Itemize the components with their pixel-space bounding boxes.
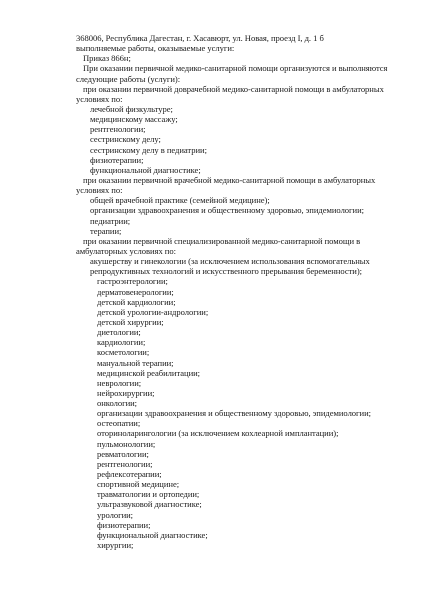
list-item: пульмонологии; <box>97 438 156 449</box>
list-item: рентгенологии; <box>97 458 153 469</box>
list-item: ревматологии; <box>97 448 149 459</box>
list-item: детской кардиологии; <box>97 296 176 307</box>
list-item: физиотерапии; <box>97 519 151 530</box>
list-item: детской хирургии; <box>97 316 164 327</box>
list-item: неврологии; <box>97 377 142 388</box>
list-item: лечебной физкультуре; <box>90 103 173 114</box>
list-item: ультразвуковой диагностике; <box>97 499 202 510</box>
list-item: сестринскому делу в педиатрии; <box>90 144 207 155</box>
section-physician: при оказании первичной врачебной медико-санитарной помощи в амбулаторных <box>83 174 376 185</box>
list-item: общей врачебной практике (семейной медицине); <box>90 195 270 206</box>
list-item: оториноларингологии (за исключением кохлеарной имплантации); <box>97 428 339 439</box>
list-item-cont: репродуктивных технологий и искусственного прерывания беременности); <box>90 266 362 277</box>
list-item: терапии; <box>90 225 122 236</box>
address-line: 368006, Республика Дагестан, г. Хасавюрт, ул. Новая, проезд I, д. 1 б <box>76 33 324 43</box>
list-item: функциональной диагностике; <box>97 529 208 540</box>
list-item: нейрохирургии; <box>97 387 155 398</box>
list-item: кардиологии; <box>97 337 146 348</box>
list-item: медицинскому массажу; <box>90 114 178 125</box>
section-specialized: при оказании первичной специализированной медико-санитарной помощи в <box>83 235 361 246</box>
list-item: хирургии; <box>97 540 134 551</box>
list-item: онкологии; <box>97 398 138 409</box>
list-item: урологии; <box>97 509 134 520</box>
list-item: рентгенологии; <box>90 124 146 135</box>
list-item: остеопатии; <box>97 418 141 429</box>
section-specialized-cont: амбулаторных условиях по: <box>76 245 176 256</box>
primary-care-intro-cont: следующие работы (услуги): <box>76 73 181 84</box>
order-reference: Приказ 866н; <box>83 53 131 64</box>
document-text <box>76 33 406 550</box>
list-item: функциональной диагностике; <box>90 164 201 175</box>
list-item: акушерству и гинекологии (за исключением использования вспомогательных <box>90 256 370 267</box>
section-physician-cont: условиях по: <box>76 185 123 196</box>
list-item: детской урологии-андрологии; <box>97 306 209 317</box>
list-item: организации здравоохранения и общественному здоровью, эпидемиологии; <box>97 408 371 419</box>
list-item: физиотерапии; <box>90 154 144 165</box>
list-item: организации здравоохранения и общественному здоровью, эпидемиологии; <box>90 205 364 216</box>
list-item: травматологии и ортопедии; <box>97 489 200 500</box>
primary-care-intro: При оказании первичной медико-санитарной помощи организуются и выполняются <box>83 63 388 74</box>
section-pre-medical-cont: условиях по: <box>76 93 123 104</box>
list-item: спортивной медицине; <box>97 479 180 490</box>
list-item: диетологии; <box>97 327 141 338</box>
list-item: косметологии; <box>97 347 150 358</box>
list-item: мануальной терапии; <box>97 357 174 368</box>
list-item: дерматовенерологии; <box>97 286 174 297</box>
list-item: медицинской реабилитации; <box>97 367 201 378</box>
list-item: рефлексотерапии; <box>97 469 162 480</box>
section-pre-medical: при оказании первичной доврачебной медико-санитарной помощи в амбулаторных <box>83 83 384 94</box>
services-heading: выполняемые работы, оказываемые услуги: <box>76 43 235 54</box>
list-item: педиатрии; <box>90 215 131 226</box>
list-item: сестринскому делу; <box>90 134 161 145</box>
list-item: гастроэнтерологии; <box>97 276 168 287</box>
